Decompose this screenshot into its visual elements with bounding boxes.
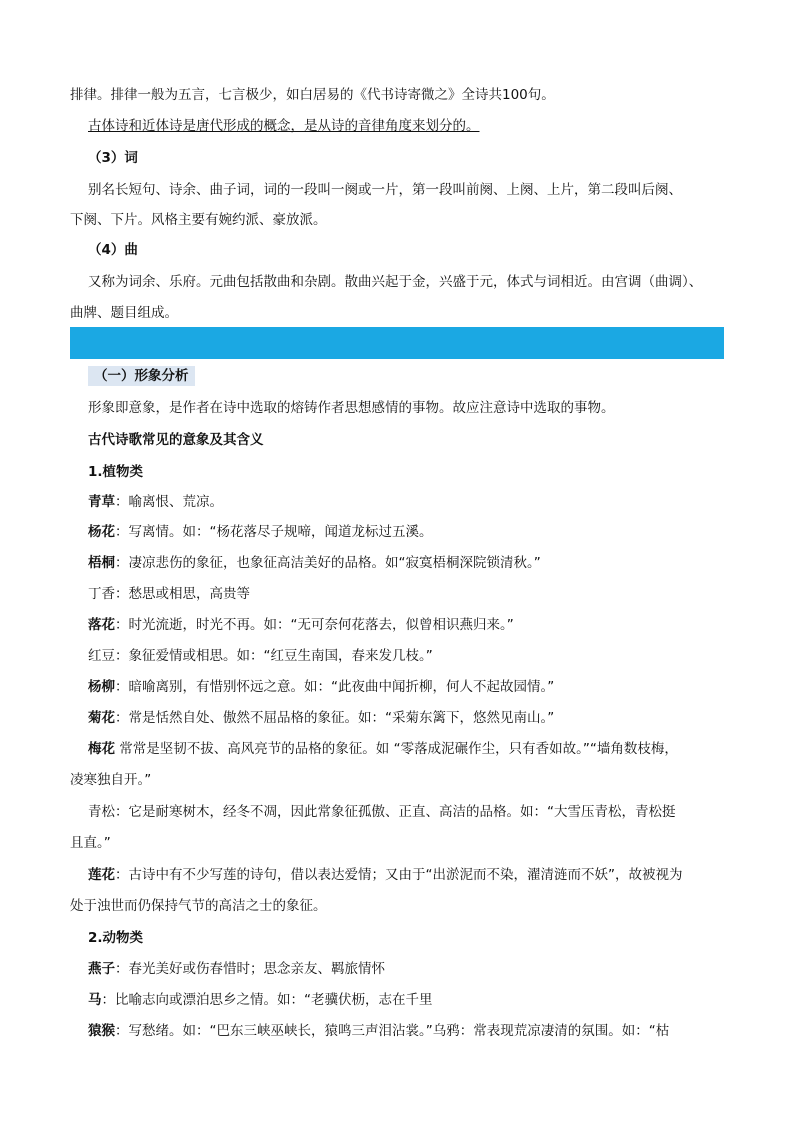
list-item xyxy=(88,1021,724,1041)
list-item xyxy=(88,739,724,759)
term: 梧桐 xyxy=(88,555,115,571)
term: 菊花 xyxy=(88,710,115,726)
section-tag-line xyxy=(88,366,724,386)
term: 猿猴 xyxy=(88,1023,115,1039)
paragraph-line: 排律。排律一般为五言，七言极少，如白居易的《代书诗寄微之》全诗共100句。 xyxy=(70,87,555,103)
paragraph-line: 又称为词余、乐府。元曲包括散曲和杂剧。散曲兴起于金，兴盛于元，体式与词相近。由宫调（曲调）、 xyxy=(88,274,703,290)
definition: ：凄凉悲伤的象征，也象征高洁美好的品格。如“寂寞梧桐深院锁清秋。” xyxy=(115,555,541,571)
term: 红豆 xyxy=(88,648,115,664)
paragraph-line: 别名长短句、诗余、曲子词，词的一段叫一阕或一片，第一段叫前阕、上阕、上片，第二段叫后阕、 xyxy=(88,182,682,198)
list-item xyxy=(88,646,724,666)
term: 落花 xyxy=(88,617,115,633)
list-item xyxy=(88,708,724,728)
definition: ：它是耐寒树木，经冬不凋，因此常象征孤傲、正直、高洁的品格。如：“大雪压青松，青松挺 xyxy=(115,804,676,820)
definition: ：比喻志向或漂泊思乡之情。如：“老骥伏枥，志在千里 xyxy=(101,992,433,1008)
category-heading-plants: 1.植物类 xyxy=(88,464,144,480)
list-item xyxy=(88,584,724,604)
list-item xyxy=(88,492,724,512)
list-item xyxy=(88,959,724,979)
term: 青松 xyxy=(88,804,115,820)
list-item xyxy=(88,522,724,542)
category-heading-animals: 2.动物类 xyxy=(88,930,144,946)
term: 梅花 xyxy=(88,741,115,757)
definition: ：写离情。如：“杨花落尽子规啼，闻道龙标过五溪。 xyxy=(115,524,433,540)
definition: ：愁思或相思，高贵等 xyxy=(115,586,250,602)
subheading-ci: （3）词 xyxy=(88,150,138,166)
term: 丁香 xyxy=(88,586,115,602)
list-item-continuation: 且直。” xyxy=(70,835,111,851)
definition: ：古诗中有不少写莲的诗句，借以表达爱情；又由于“出淤泥而不染，濯清涟而不妖”，故被视为 xyxy=(115,867,683,883)
definition: ：暗喻离别，有惜别怀远之意。如：“此夜曲中闻折柳，何人不起故园情。” xyxy=(115,679,555,695)
paragraph-line: 下阕、下片。风格主要有婉约派、豪放派。 xyxy=(70,212,327,228)
paragraph-line: 曲牌、题目组成。 xyxy=(70,305,178,321)
term: 青草 xyxy=(88,494,115,510)
underlined-sentence: 古体诗和近体诗是唐代形成的概念，是从诗的音律角度来划分的。 xyxy=(88,118,480,134)
definition: ：写愁绪。如：“巴东三峡巫峡长，猿鸣三声泪沾裳。”乌鸦：常表现荒凉凄清的氛围。如：“枯 xyxy=(115,1023,670,1039)
list-item xyxy=(88,990,724,1010)
term: 马 xyxy=(88,992,102,1008)
section-tag: （一）形象分析 xyxy=(88,366,195,386)
term: 杨柳 xyxy=(88,679,115,695)
definition: ：喻离恨、荒凉。 xyxy=(115,494,223,510)
list-item xyxy=(88,865,724,885)
list-item-continuation: 凌寒独自开。” xyxy=(70,772,152,788)
subheading-qu: （4）曲 xyxy=(88,242,138,258)
term: 莲花 xyxy=(88,867,115,883)
term: 燕子 xyxy=(88,961,115,977)
section-banner-bar xyxy=(70,327,724,359)
section-heading: 古代诗歌常见的意象及其含义 xyxy=(88,432,264,448)
definition: ：象征爱情或相思。如：“红豆生南国，春来发几枝。” xyxy=(115,648,433,664)
list-item-continuation: 处于浊世而仍保持气节的高洁之士的象征。 xyxy=(70,898,327,914)
list-item xyxy=(88,802,724,822)
term: 杨花 xyxy=(88,524,115,540)
list-item xyxy=(88,615,724,635)
definition: ：时光流逝，时光不再。如：“无可奈何花落去，似曾相识燕归来。” xyxy=(115,617,514,633)
list-item xyxy=(88,677,724,697)
paragraph-line: 形象即意象，是作者在诗中选取的熔铸作者思想感情的事物。故应注意诗中选取的事物。 xyxy=(88,400,615,416)
definition: ：春光美好或伤春惜时；思念亲友、羁旅情怀 xyxy=(115,961,385,977)
definition: 常常是坚韧不拔、高风亮节的品格的象征。如 “零落成泥碾作尘，只有香如故。”“墙角数枝梅， xyxy=(115,741,678,757)
list-item xyxy=(88,553,724,573)
definition: ：常是恬然自处、傲然不屈品格的象征。如：“采菊东篱下，悠然见南山。” xyxy=(115,710,555,726)
